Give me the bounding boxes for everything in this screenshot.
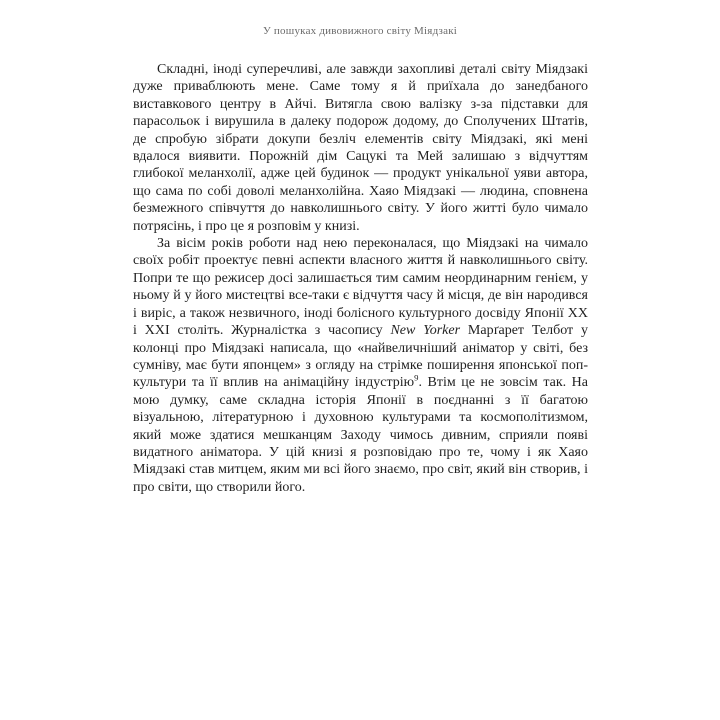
body-text: Складні, іноді суперечливі, але завжди захопливі деталі світу Міядзакі дуже приваблюють мене. Саме тому я й приїхала до занедбаного виставкового центру в Айчі. Витягла свою валізку з-за підставки для парасольок і вирушила в далеку подорож додому, до Сполучених Штатів, де спробую зібрати докупи безліч елементів світу Міядзакі, які мені вдалося виявити. Порожній дім Сацукі та Мей залишаю з відчуттям глибокої меланхолії, адже цей будинок — продукт унікальної уяви автора, що сама по собі доволі меланхолійна. Хаяо Міядзакі — людина, сповнена безмежного співчуття до навколишнього світу. У його житті було чимало потрясінь, і про це я розповім у книзі. [133, 62, 588, 234]
running-header: У пошуках дивовижного світу Міядзакі [262, 25, 458, 37]
paragraph [133, 235, 588, 496]
text-block [133, 61, 588, 496]
body-text: За вісім років роботи над нею переконалася, що Міядзакі на чимало своїх робіт проектує певні аспекти власного життя й навколишнього світу. Попри те що режисер досі залишається тим самим неординарним генієм, у ньому й у його мистецтві все-таки є відчуття часу й місця, де він народився і виріс, а також незвичного, іноді болісного культурного досвіду Японії XX і XXI століть. Журналістка з часопису [133, 236, 588, 339]
body-text: Марґарет Телбот у колонці про Міядзакі написала, що «найвеличніший аніматор у світі, без сумніву, має бути японцем» з огляду на стрімке поширення японської поп-культури та її вплив на анімаційну індустрію [133, 323, 589, 391]
footnote-reference: 9 [414, 372, 419, 383]
magazine-title-italic: New Yorker [390, 323, 461, 339]
body-text: . Втім це не зовсім так. На мою думку, саме складна історія Японії в поєднанні з її багатою візуальною, літературною і духовною культурами та космополітизмом, який може здатися мешканцям Заходу чимось дивним, сприяли появі видатного аніматора. У цій книзі я розповідаю про те, чому і як Хаяо Міядзакі став митцем, яким ми всі його знаємо, про світ, який він створив, і про світи, що створили його. [133, 375, 589, 495]
paragraph [133, 61, 588, 235]
